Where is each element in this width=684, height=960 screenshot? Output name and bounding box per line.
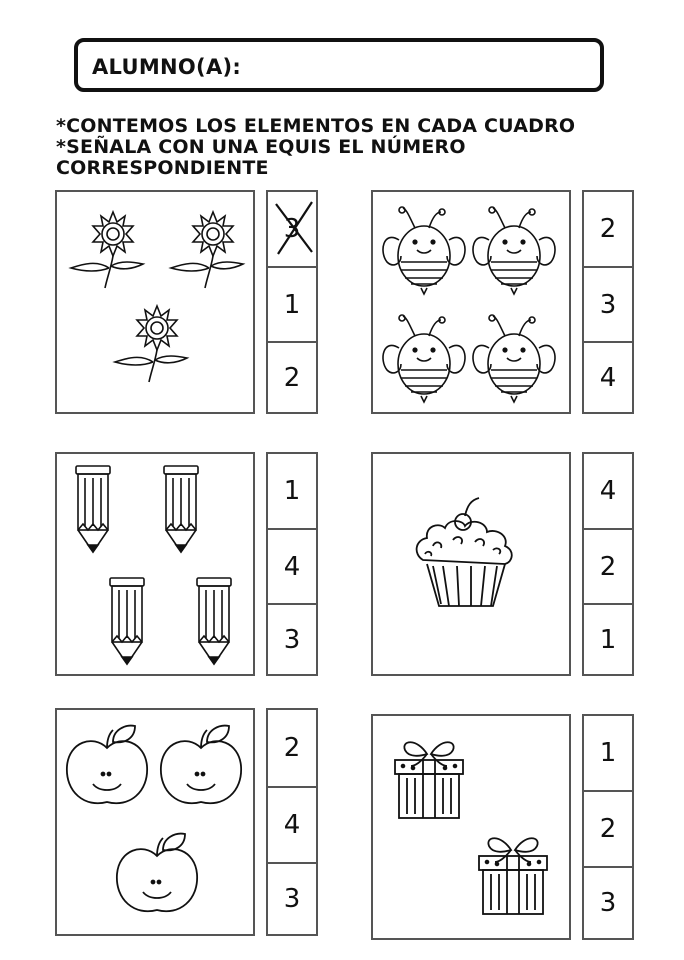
apple-icon [63,722,153,812]
instruction-line-1: *CONTEMOS LOS ELEMENTOS EN CADA CUADRO [56,115,576,137]
exercise-4-options [582,452,634,676]
exercise-6-options [582,714,634,940]
bee-icon [469,206,559,298]
instructions [56,116,575,179]
exercise-5-option-3[interactable]: 3 [268,862,316,934]
exercise-5-option-2[interactable]: 4 [268,786,316,862]
cross-mark-icon [274,198,314,258]
exercise-4-option-1[interactable]: 4 [599,476,617,506]
exercise-3-picture [55,452,255,676]
exercise-1-option-1[interactable]: 3 [268,192,316,266]
pencil-icon [107,576,147,666]
gift-icon [475,832,551,918]
student-name-field[interactable] [74,38,604,92]
bee-icon [379,314,469,406]
student-name-label: ALUMNO(A): [92,55,242,79]
pencil-icon [73,464,113,554]
exercise-6-picture [371,714,571,940]
bee-icon [379,206,469,298]
exercise-2-option-2[interactable]: 3 [584,266,632,341]
exercise-5-options [266,708,318,936]
exercise-3-option-2[interactable]: 4 [268,528,316,603]
cupcake-icon [413,494,519,614]
exercise-6-option-1[interactable]: 1 [599,738,617,768]
bee-icon [469,314,559,406]
exercise-4-option-3[interactable]: 1 [584,603,632,674]
exercise-1-options [266,190,318,414]
exercise-1-option-3[interactable]: 2 [268,341,316,412]
exercise-6-option-3[interactable]: 3 [584,866,632,938]
exercise-1-picture [55,190,255,414]
exercise-3-option-1[interactable]: 1 [283,476,301,506]
exercise-4-option-2[interactable]: 2 [584,528,632,603]
exercise-5-picture [55,708,255,936]
apple-icon [157,722,247,812]
exercise-6-option-2[interactable]: 2 [584,790,632,866]
exercise-2-picture [371,190,571,414]
pencil-icon [161,464,201,554]
exercise-2-option-1[interactable]: 2 [599,214,617,244]
gift-icon [391,736,467,822]
pencil-icon [194,576,234,666]
instruction-line-2: *SEÑALA CON UNA EQUIS EL NÚMERO [56,136,466,158]
apple-icon [113,830,203,920]
instruction-line-3: CORRESPONDIENTE [56,157,269,179]
exercise-2-options [582,190,634,414]
exercise-3-options [266,452,318,676]
sunflower-icon [111,300,191,385]
exercise-4-picture [371,452,571,676]
exercise-3-option-3[interactable]: 3 [268,603,316,674]
exercise-2-option-3[interactable]: 4 [584,341,632,412]
sunflower-icon [167,206,247,291]
exercise-1-option-2[interactable]: 1 [268,266,316,341]
sunflower-icon [67,206,147,291]
exercise-5-option-1[interactable]: 2 [283,733,301,763]
